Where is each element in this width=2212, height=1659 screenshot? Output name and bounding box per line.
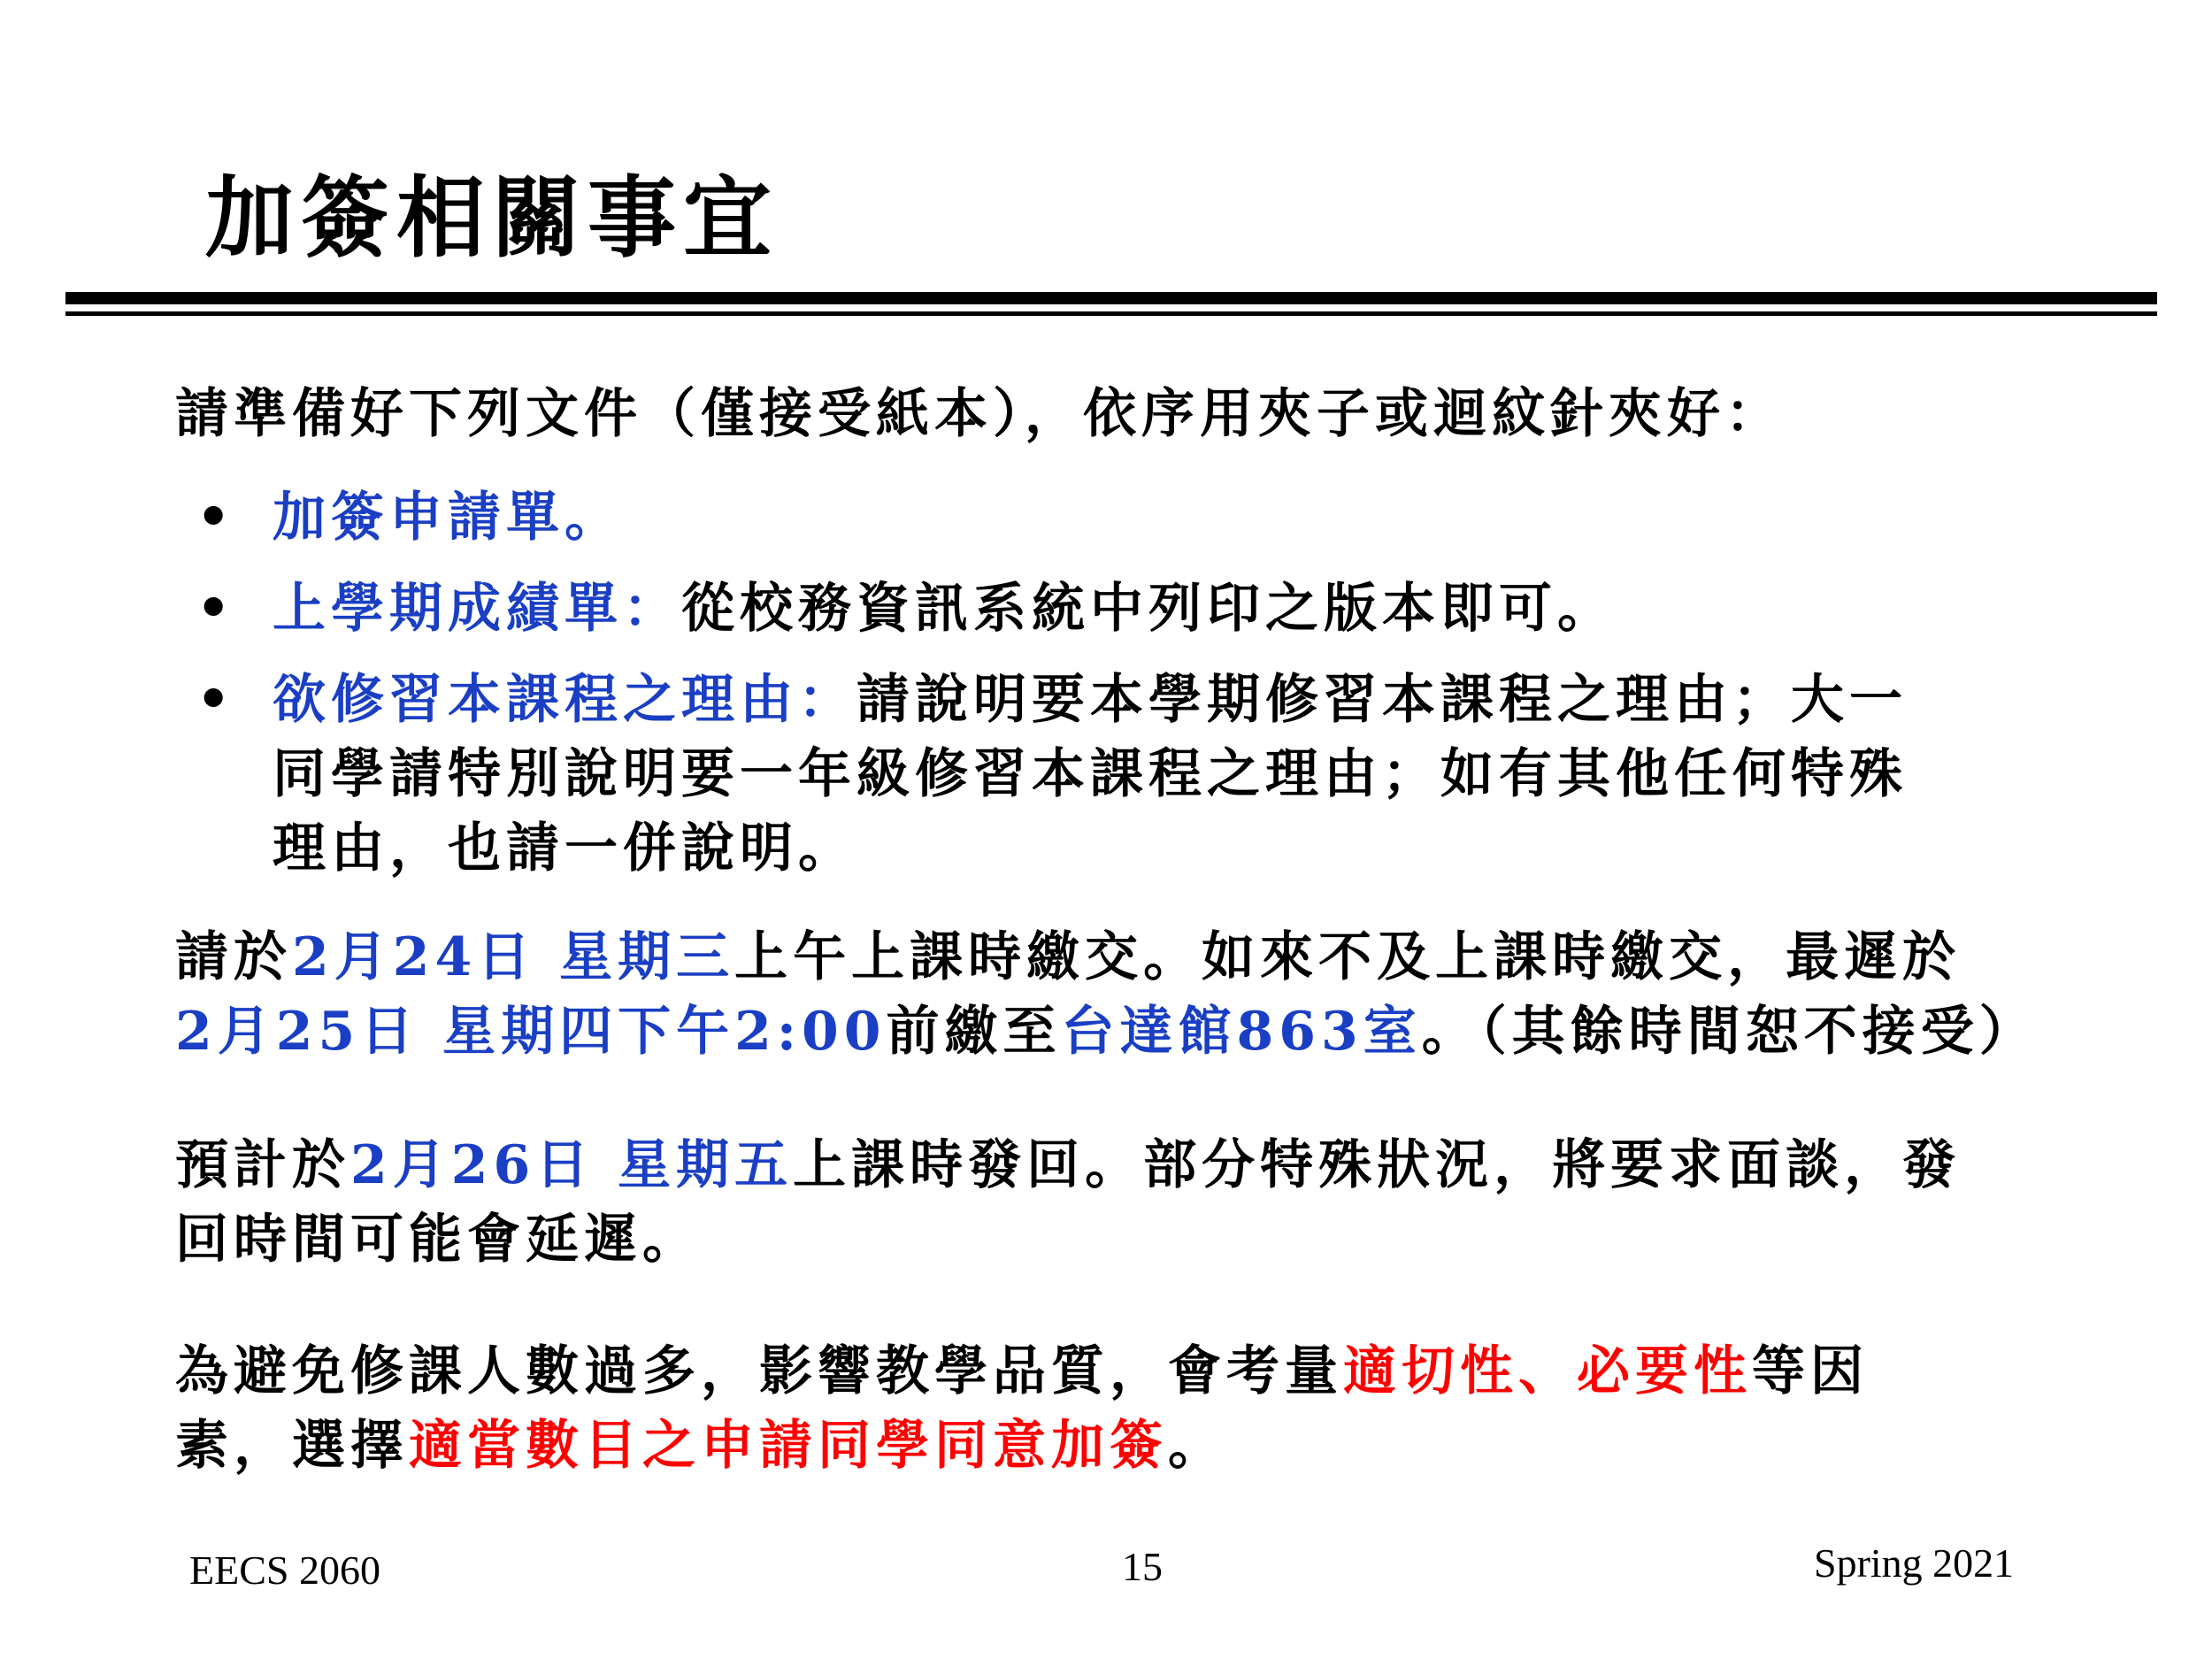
return-paragraph xyxy=(175,1128,1961,1277)
item-body: 從校務資訊系統中列印之版本即可。 xyxy=(681,578,1616,640)
deadline-text: 。（其餘時間恕不接受） xyxy=(1421,1001,2038,1063)
return-text: 回時間可能會延遲。 xyxy=(175,1209,701,1271)
selection-text: 。 xyxy=(1168,1415,1226,1477)
item-body-line: 請說明要本學期修習本課程之理由；大一 xyxy=(856,669,1908,731)
selection-text: 素，選擇 xyxy=(175,1415,409,1477)
selection-paragraph xyxy=(175,1334,1869,1483)
bullet-marker: • xyxy=(196,487,231,549)
item-reason xyxy=(273,663,1908,886)
deadline-text: 上午上課時繳交。如來不及上課時繳交，最遲於 xyxy=(734,926,1962,988)
footer-course: EECS 2060 xyxy=(189,1548,380,1593)
item-application-form xyxy=(273,480,623,555)
title-rule-thin xyxy=(65,311,2157,316)
deadline-location: 台達館863室 xyxy=(1061,1001,1422,1063)
item-body-line: 同學請特別說明要一年級修習本課程之理由；如有其他任何特殊 xyxy=(273,743,1908,805)
selection-text: 等因 xyxy=(1752,1340,1869,1402)
bullet-marker: • xyxy=(196,578,231,640)
bullet-marker: • xyxy=(196,669,231,731)
deadline-text: 前繳至 xyxy=(886,1001,1062,1063)
footer-term: Spring 2021 xyxy=(1814,1540,2015,1586)
selection-outcome: 適當數目之申請同學同意加簽 xyxy=(409,1415,1168,1477)
item-heading: 加簽申請單。 xyxy=(273,487,623,549)
item-heading: 欲修習本課程之理由： xyxy=(273,669,856,731)
return-text: 預計於 xyxy=(175,1134,350,1196)
slide-title: 加簽相關事宜 xyxy=(205,165,779,270)
deadline-date: 2月24日 星期三 xyxy=(292,926,735,988)
deadline-date: 2月25日 星期四下午2:00 xyxy=(175,1001,887,1063)
title-rule-thick xyxy=(65,292,2157,304)
return-date: 2月26日 星期五 xyxy=(350,1134,794,1196)
deadline-paragraph xyxy=(175,920,2038,1069)
selection-text: 為避免修課人數過多，影響教學品質，會考量 xyxy=(175,1340,1343,1402)
deadline-text: 請於 xyxy=(175,926,292,988)
selection-criteria: 適切性、必要性 xyxy=(1343,1340,1752,1402)
return-text: 上課時發回。部分特殊狀況，將要求面談，發 xyxy=(793,1134,1962,1196)
intro-text: 請準備好下列文件（僅接受紙本），依序用夾子或迴紋針夾好： xyxy=(175,383,1784,445)
footer-page-number: 15 xyxy=(1122,1544,1163,1589)
item-transcript xyxy=(273,572,1616,646)
item-heading: 上學期成績單： xyxy=(273,578,681,640)
item-body-line: 理由，也請一併說明。 xyxy=(273,818,856,879)
